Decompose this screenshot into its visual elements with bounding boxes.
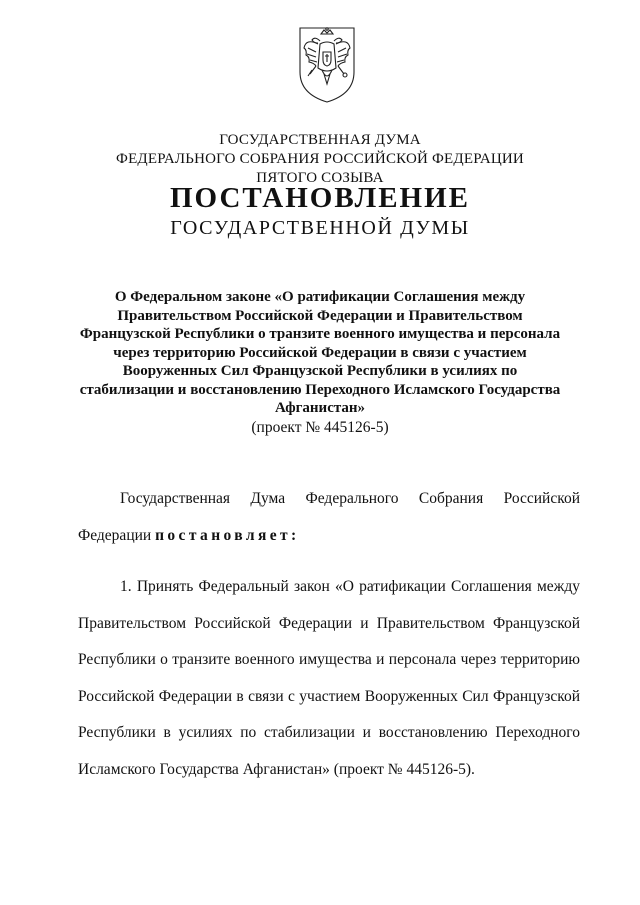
clause-line: Исламского Государства Афганистан» (проект № 445126-5). [78, 760, 475, 778]
subject-line: стабилизации и восстановлению Переходного Исламского Государства [79, 381, 561, 398]
subject-line: Правительством Российской Федерации и Правительством [117, 307, 523, 324]
state-emblem-icon [296, 22, 358, 104]
preamble-line: Государственная Дума Федерального Собрания Российской [120, 490, 580, 507]
issuer-header [0, 131, 640, 188]
preamble-line [78, 517, 580, 554]
resolves-verb: постановляет: [155, 527, 300, 544]
document-type-title: ПОСТАНОВЛЕНИЕ [169, 182, 470, 214]
clause-line: Республики о транзите военного имущества и персонала через территорию [78, 651, 580, 669]
document-subject [0, 288, 640, 437]
clause-line: Российской Федерации в связи с участием Вооруженных Сил Французской [78, 687, 580, 705]
subject-line: Вооруженных Сил Французской Республики в усилиях по [122, 363, 518, 379]
preamble-text: Федерации [78, 527, 156, 544]
subject-line: О Федеральном законе «О ратификации Соглашения между [114, 289, 526, 305]
document-issuer-title: ГОСУДАРСТВЕННОЙ ДУМЫ [170, 217, 470, 239]
subject-line: Французской Республики о транзите военного имущества и персонала [79, 326, 561, 342]
subject-line: через территорию Российской Федерации в связи с участием [113, 344, 527, 361]
header-line-duma: ГОСУДАРСТВЕННАЯ ДУМА [219, 132, 421, 148]
clause-line: Правительством Российской Федерации и Правительством Французской [78, 614, 580, 632]
clause-line: Республики в усилиях по стабилизации и восстановлению Переходного [78, 724, 580, 742]
subject-line: Афганистан» [274, 400, 366, 416]
clause-line: 1. Принять Федеральный закон «О ратификации Соглашения между [120, 578, 580, 595]
clause-1-paragraph [78, 569, 580, 789]
header-line-assembly: ФЕДЕРАЛЬНОГО СОБРАНИЯ РОССИЙСКОЙ ФЕДЕРАЦИИ [116, 151, 524, 167]
header-line-convocation: ПЯТОГО СОЗЫВА [256, 170, 384, 186]
preamble-paragraph [78, 480, 580, 554]
project-number-note: (проект № 445126-5) [251, 418, 389, 436]
